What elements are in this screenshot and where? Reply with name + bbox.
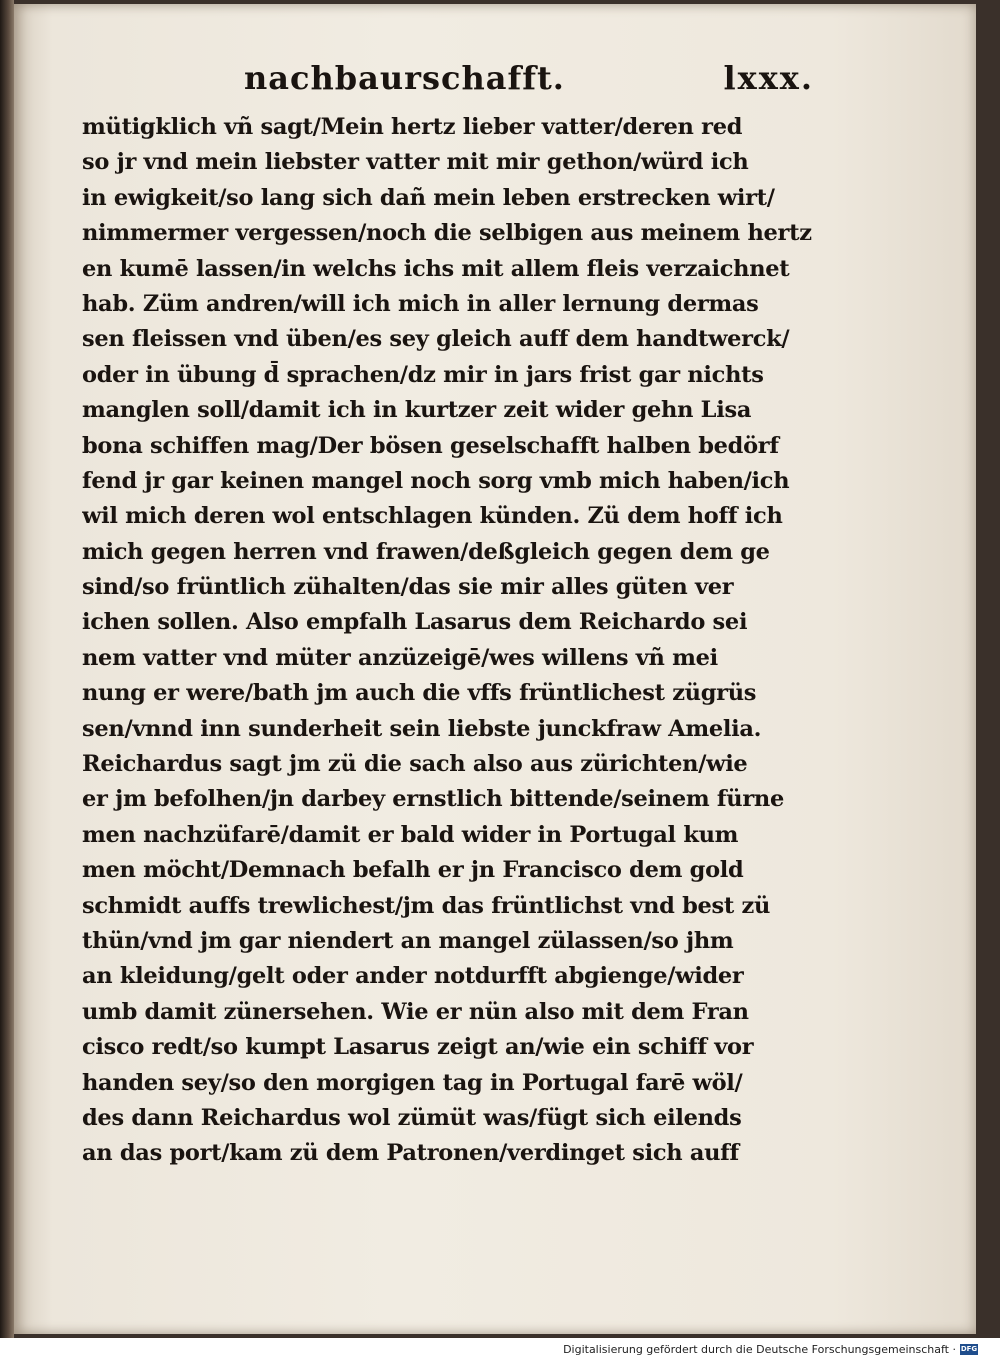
text-line: nung er were/bath jm auch die vffs früntlichest zügrüs <box>82 680 757 707</box>
text-line: men nachzüfarē/damit er bald wider in Portugal kum <box>82 821 739 848</box>
text-line: schmidt auffs trewlichest/jm das früntlichst vnd best zü <box>82 892 771 919</box>
page-header <box>244 59 814 109</box>
text-line: oder in übung d̄ sprachen/dz mir in jars frist gar nichts <box>82 361 764 388</box>
text-line: cisco redt/so kumpt Lasarus zeigt an/wie ein schiff vor <box>82 1034 754 1061</box>
dfg-logo-icon: DFG <box>960 1344 978 1353</box>
text-line: mütigklich vñ sagt/Mein hertz lieber vatter/deren red <box>82 114 743 140</box>
text-line: ichen sollen. Also empfalh Lasarus dem Reichardo sei <box>82 609 748 636</box>
text-line: nimmermer vergessen/noch die selbigen aus meinem hertz <box>82 220 812 247</box>
text-line: manglen soll/damit ich in kurtzer zeit wider gehn Lisa <box>82 397 752 424</box>
text-line: en kumē lassen/in welchs ichs mit allem fleis verzaichnet <box>82 255 790 282</box>
text-line: an kleidung/gelt oder ander notdurfft abgienge/wider <box>82 963 744 990</box>
folio-number: lxxx. <box>723 59 814 97</box>
text-line: er jm befolhen/jn darbey ernstlich bittende/seinem fürne <box>82 786 784 813</box>
digitization-credit: Digitalisierung gefördert durch die Deutsche Forschungsgemeinschaft · DFG <box>563 1342 978 1356</box>
text-line: an das port/kam zü dem Patronen/verdinget sich auff <box>82 1140 739 1167</box>
text-line: so jr vnd mein liebster vatter mit mir gethon/würd ich <box>82 149 749 176</box>
text-line: wil mich deren wol entschlagen künden. Zü dem hoff ich <box>82 503 783 530</box>
text-line: thün/vnd jm gar niendert an mangel zülassen/so jhm <box>82 927 734 954</box>
text-line: nem vatter vnd müter anzüzeigē/wes willens vñ mei <box>82 644 718 671</box>
running-title: nachbaurschafft. <box>244 59 565 97</box>
credit-text: Digitalisierung gefördert durch die Deutsche Forschungsgemeinschaft <box>563 1342 949 1356</box>
text-line: men möcht/Demnach befalh er jn Francisco dem gold <box>82 857 744 884</box>
text-line: Reichardus sagt jm zü die sach also aus zürichten/wie <box>82 751 748 778</box>
text-line: hab. Züm andren/will ich mich in aller lernung dermas <box>82 290 759 317</box>
text-line: sind/so früntlich zühalten/das sie mir alles güten ver <box>82 574 734 601</box>
text-line: handen sey/so den morgigen tag in Portugal farē wöl/ <box>82 1069 743 1096</box>
text-line: umb damit zünersehen. Wie er nün also mit dem Fran <box>82 998 749 1025</box>
text-line: mich gegen herren vnd frawen/deßgleich gegen dem ge <box>82 538 770 565</box>
text-line: sen fleissen vnd üben/es sey gleich auff dem handtwerck/ <box>82 326 790 353</box>
text-block <box>82 110 812 1172</box>
book-binding-edge <box>0 0 14 1338</box>
text-line: bona schiffen mag/Der bösen geselschafft halben bedörf <box>82 432 779 459</box>
text-line: sen/vnnd inn sunderheit sein liebste junckfraw Amelia. <box>82 715 762 742</box>
text-line: fend jr gar keinen mangel noch sorg vmb mich haben/ich <box>82 467 790 494</box>
text-line: des dann Reichardus wol zümüt was/fügt sich eilends <box>82 1104 742 1131</box>
text-line: in ewigkeit/so lang sich dañ mein leben erstrecken wirt/ <box>82 184 775 211</box>
book-page <box>14 4 976 1334</box>
